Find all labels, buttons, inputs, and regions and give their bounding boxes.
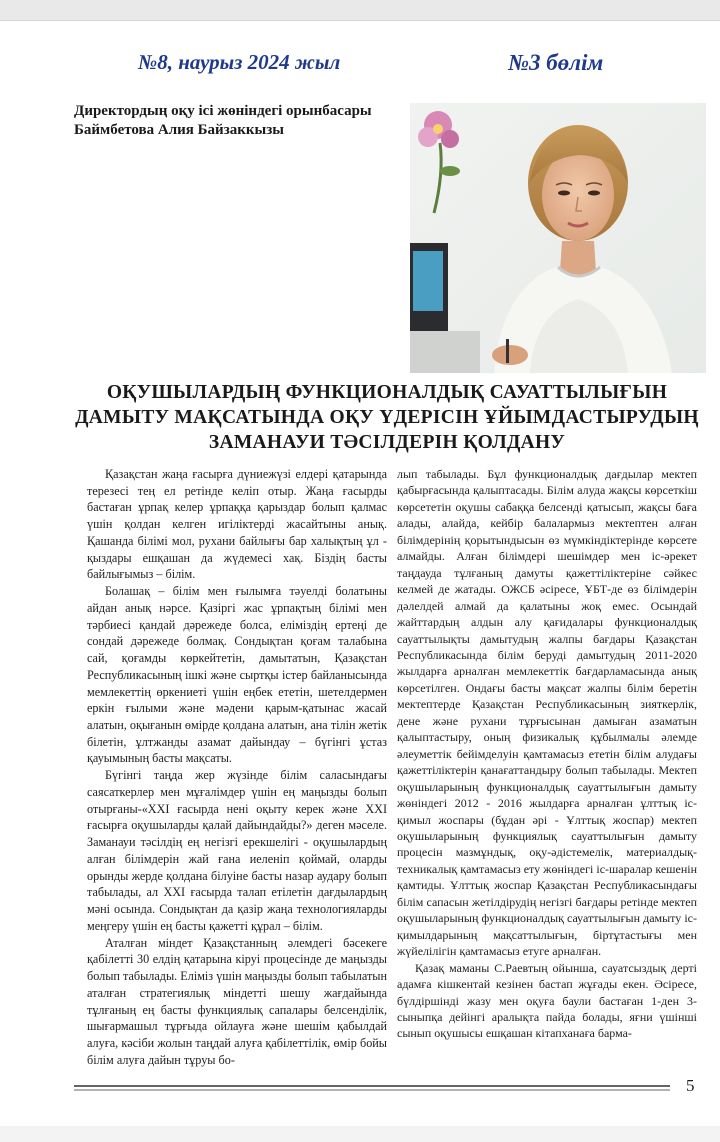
paragraph: Бүгінгі таңда жер жүзінде білім саласындағы саясаткерлер мен мұғалімдер үшін ең маңызды болып отырғаны-«XXI ғасырда нені оқыту керек және XXI ғасырға оқушыларды қалай дайындайды?» деген мәселе. Заманауи тәсілдің ең негізгі ерекшелігі - оқушылардың алған білімдерін жай ғана иеленіп қоймай, оларды орынды жерде қолдана білуіне басты назар аудару болып табылады, ал XXI ғасырда талап етілетін дағдылардың мәні осында. Сондықтан да қазір жаңа технологияларды меңгеру үшін ең басты қажетті құрал – білім.: [87, 768, 387, 933]
body-column-right: [397, 466, 697, 1042]
top-toolbar-strip: [0, 0, 720, 21]
headline-line-3: ЗАМАНАУИ ТӘСІЛДЕРІН ҚОЛДАНУ: [208, 432, 566, 453]
paragraph: Қазақ маманы С.Раевтың ойынша, сауатсыздық дерті адамға кішкентай кезінен бастап жұғады екен. Әсіресе, бүлдіршінді жазу мен оқуға баули бастаған 1-ден 3-сыныпқа дейінгі аралықта пайда болады, яғни үшінші сынып оқушысы ешқашан кітапханаға барма-: [397, 960, 697, 1041]
bottom-strip: [0, 1126, 720, 1142]
article-headline: [74, 380, 700, 455]
portrait-illustration: [410, 103, 706, 373]
section-number: №3 бөлім: [508, 50, 604, 75]
issue-date: №8, наурыз 2024 жыл: [138, 50, 341, 74]
footer-rule: [74, 1084, 670, 1092]
paragraph: Аталған міндет Қазақстанның әлемдегі бәсекеге қабілетті 30 елдің қатарына кіруі процесінде де маңызды болып табылады. Еліміз үшін маңызды болып табылатын аталған стратегиялық міндетті шешу жағдайында тұлғаның ең басты функциялық сапалары белсенділік, шығармашыл тұрғыда ойлауға және шешім қабылдай алуға, кәсіби жолын таңдай алуға қабілеттілік, өмір бойы білім алуға дайын тұруы бо-: [87, 935, 387, 1067]
paragraph: Болашақ – білім мен ғылымға тәуелді болатыны айдан анық нәрсе. Қазіргі жас ұрпақтың білімі мен тәрбиесі қандай дәрежеде болса, еліміздің ертеңі де сондай дәрежеде болмақ. Сондықтан қоғам талабына сай, қоғамды көркейтетін, дамытатын, Қазақстан Республикасының ішкі және сыртқы істер байланысында мемлекеттің өркениеті үшін еңбек ететін, шетелдермен еркін ғылыми және мәдени қарым-қатынас жасай алатын, оқығанын өмірде қолдана алатын, ана тілін жетік білетін, ұлтжанды азамат дайындау – бүгінгі ұстаз қауымының басты мақсаты.: [87, 584, 387, 766]
paragraph: Қазақстан жаңа ғасырға дүниежүзі елдері қатарында терезесі тең ел ретінде келіп отыр. Жаңа ғасырды бастаған ұрпақ келер ұрпаққа қарыздар болып қалмас үшін қолдан келген игіліктерді жасайтыны анық. Қашанда білімі мол, рухани байлығы бар халықтың ұл - қыздары ешқашан да жүдемесі хақ. Біздің басты байлығымыз – білім.: [87, 467, 387, 582]
author-name: Баймбетова Алия Байзаккызы: [74, 122, 284, 138]
headline-line-2: ДАМЫТУ МАҚСАТЫНДА ОҚУ ҮДЕРІСІН ҰЙЫМДАСТЫРУДЫҢ: [75, 407, 699, 428]
body-column-left: [87, 466, 387, 1068]
page-number: 5: [686, 1076, 695, 1095]
paragraph: лып табылады. Бұл функционалдық дағдылар мектеп қабырғасында қалыптасады. Білім алуда жақсы көрсеткіш көрсететін оқушы сабаққа белсенді қатысып, жақсы баға алады, алайда, кейбір балалармыз мектептен алған білімдерінің қорытындысын өз мүмкіндіктерінде көрсете алмайды. Алған білімдері шешімдер мен іс-әрекет таңдауда тұлғаның дамуты қажеттіліктеріне сәйкес келмей де жатады. ОЖСБ әсіресе, ҰБТ-де өз білімдерін дәлелдей алмай да қалатыны жоқ емес. Осындай жайттардың алдын алу қағидалары функционалдық сауаттылықты дамытудың жалпы бағдары Қазақстан Республикасында білім беруді дамытудың 2011-2020 жылдарға арналған мемлекеттік бағдарламасында анық көрсетілген. Ондағы басты мақсат жалпы білім беретін мектептерде Қазақстан Республикасының зияткерлік, дене және рухани тұрғысынан дамыған азаматын қалыптастыру, оның физикалық құбылмалы әлемде әлеуметтік бейімделуін қамтамасыз ететін білім алудағы қажеттіліктерін қанағаттандыру болып табылады. Мектеп оқушыларының функционалдық сауаттылығын дамыту жөніндегі 2012 - 2016 жылдарға арналған ұлттық іс-қимыл жоспары (бұдан әрі - Ұлттық жоспар) мектеп оқушыларының функциялық сауаттылығын дамыту процесін мазмұндық, оқу-әдістемелік, материалдық-техникалық қамтамасыз ету жөніндегі іс-шаралар кешенін қамтиды. Ұлттық жоспар Қазақстан Республикасындағы білім сапасын жетілдірудің негізгі бағдары ретінде мектеп оқушыларының функционалдық сауаттылығын дамыту іс-қимылдарының мақсаттылығын, біртұтастығы мен жүйелілігін қамтамасыз етуге арналған.: [397, 467, 697, 959]
author-photo: [410, 103, 706, 373]
author-position: Директордың оқу ісі жөніндегі орынбасары: [74, 103, 372, 119]
author-block: [74, 102, 404, 140]
headline-line-1: ОҚУШЫЛАРДЫҢ ФУНКЦИОНАЛДЫҚ САУАТТЫЛЫҒЫН: [106, 382, 668, 403]
